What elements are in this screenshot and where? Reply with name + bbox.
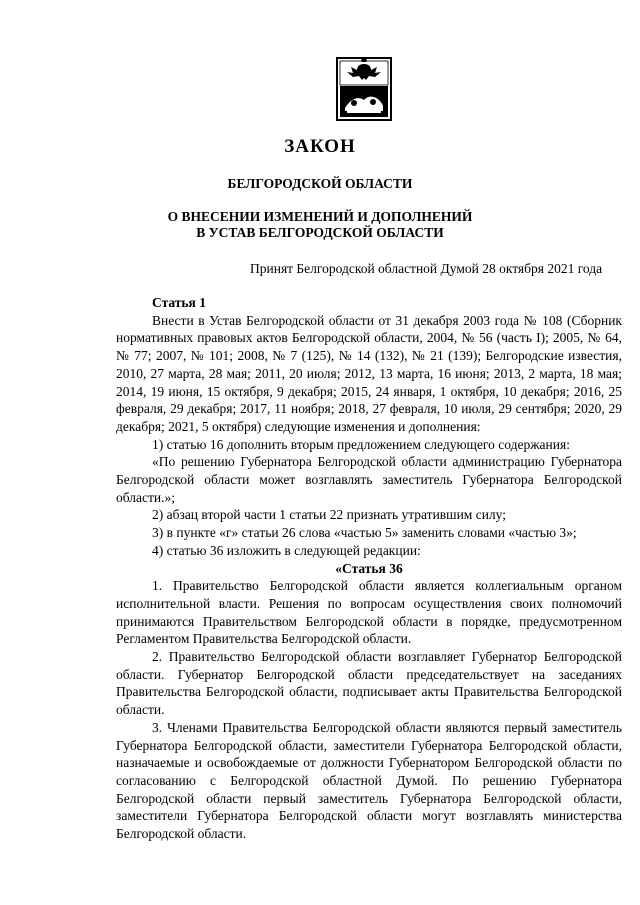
paragraph: Внести в Устав Белгородской области от 31 декабря 2003 года № 108 (Сборник нормативных правовых актов Белгородской области, 2004, № 56 (часть I); 2005, № 64, № 77; 2007, № 101; 2008, № 7 (125), № 14 (132), № 21 (139); Белгородские известия, 2010, 27 марта, 28 мая; 2011, 20 июля; 2012, 13 марта, 16 июня; 2013, 2 марта, 18 мая; 2014, 19 июня, 15 октября, 9 декабря; 2015, 24 января, 1 октября, 10 декабря; 2016, 25 февраля, 29 декабря; 2017, 11 ноября; 2018, 27 февраля, 10 июля, 29 сентября; 2020, 29 декабря; 2021, 5 октября) следующие изменения и дополнения:: [116, 312, 622, 434]
paragraph: 2) абзац второй части 1 статьи 22 признать утратившим силу;: [152, 507, 506, 523]
article36-title: «Статья 36: [335, 560, 403, 576]
adoption-note: Принят Белгородской областной Думой 28 октября 2021 года: [250, 261, 603, 276]
document-subtitle: БЕЛГОРОДСКОЙ ОБЛАСТИ: [227, 176, 413, 191]
document-title: ЗАКОН: [284, 136, 356, 157]
document-heading: [0, 209, 640, 241]
heading-line-2: В УСТАВ БЕЛГОРОДСКОЙ ОБЛАСТИ: [196, 225, 444, 240]
paragraph: «По решению Губернатора Белгородской области администрацию Губернатора Белгородской области может возглавлять заместитель Губернатора Белгородской области.»;: [116, 454, 622, 505]
article36-item: 1. Правительство Белгородской области является коллегиальным органом исполнительной власти. Решения по вопросам осуществления своих полномочий принимаются Правительством Белгородской области в порядке, предусмотренном Регламентом Правительства Белгородской области.: [116, 578, 622, 647]
article36-item: 3. Членами Правительства Белгородской области являются первый заместитель Губернатора Белгородской области, заместители Губернатора Белгородской области, назначаемые и освобождаемые от должности Губернатором Белгородской области по согласованию с Белгородской областной Думой. По решению Губернатора Белгородской области первый заместитель Губернатора Белгородской области, заместители Губернатора Белгородской области могут возглавлять министерства Белгородской области.: [116, 719, 622, 842]
paragraph: 4) статью 36 изложить в следующей редакции:: [152, 542, 421, 558]
paragraph: 1) статью 16 дополнить вторым предложением следующего содержания:: [152, 436, 570, 452]
heading-line-1: О ВНЕСЕНИИ ИЗМЕНЕНИЙ И ДОПОЛНЕНИЙ: [167, 209, 473, 224]
article-title: Статья 1: [152, 295, 206, 310]
paragraph: 3) в пункте «г» статьи 26 слова «частью 5» заменить словами «частью 3»;: [152, 525, 577, 541]
coat-of-arms-emblem-icon: [333, 56, 395, 122]
article36-item: 2. Правительство Белгородской области возглавляет Губернатор Белгородской области. Губернатор Белгородской области председательствует на заседаниях Правительства Белгородской области, подписывает акты Правительства Белгородской области.: [116, 649, 622, 718]
document-body: [116, 294, 622, 843]
